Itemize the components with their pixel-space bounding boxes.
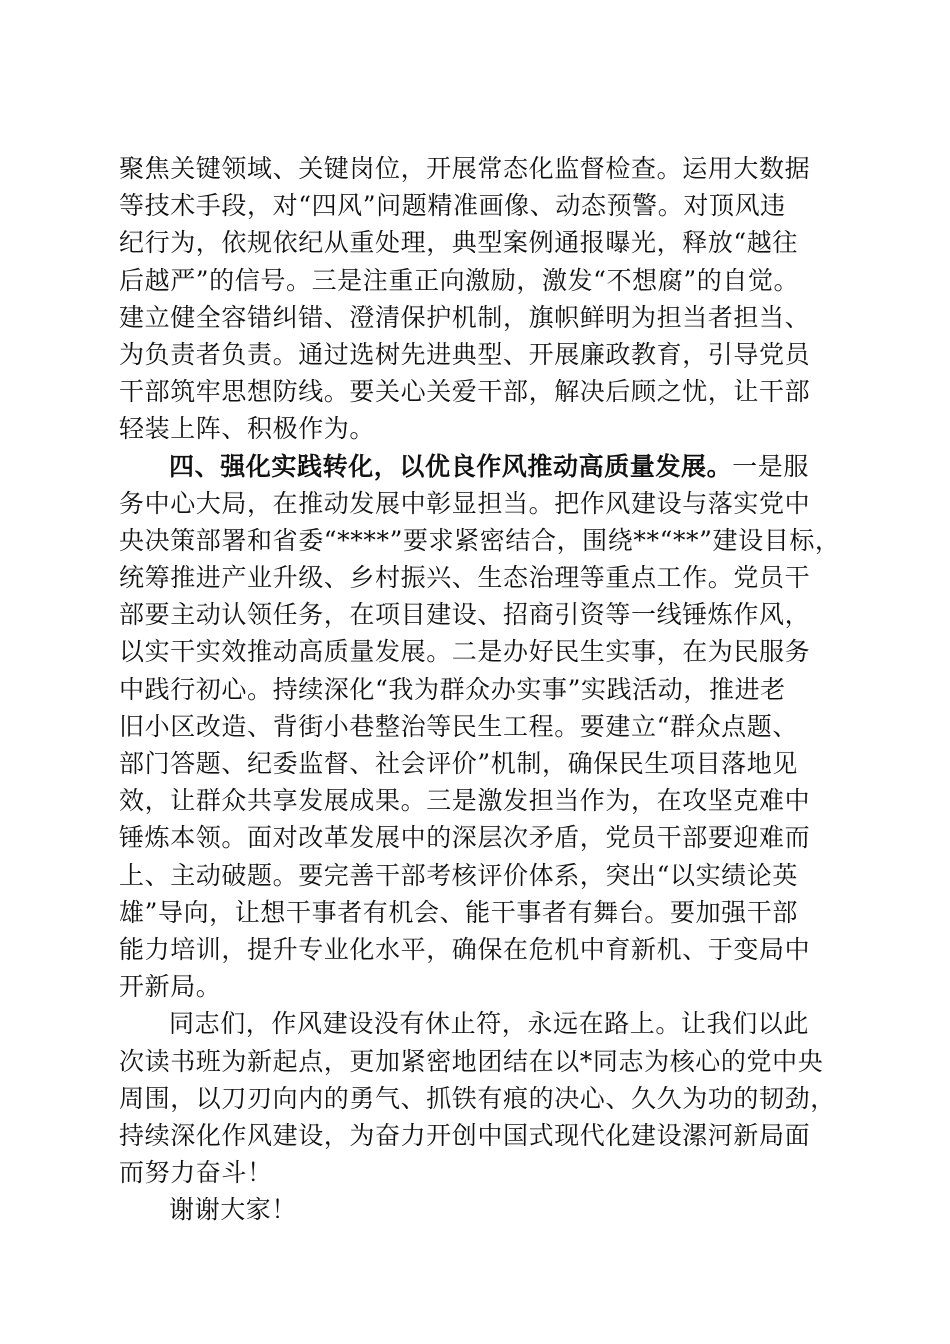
paragraph-conclusion: [119, 1005, 836, 1191]
text-line: 部要主动认领任务，在项目建设、招商引资等一线锤炼作风，: [119, 600, 811, 630]
paragraph-closing: [119, 1191, 831, 1228]
text-line: 央决策部署和省委“****”要求紧密结合，围绕**“**”建设目标，: [119, 525, 841, 555]
section-heading: 四、强化实践转化，以优良作风推动高质量发展。: [169, 451, 733, 481]
text-line: 同志们，作风建设没有休止符，永远在路上。让我们以此: [169, 1009, 810, 1039]
text-line-first: [119, 448, 831, 485]
text-line: 轻装上阵、积极作为。: [119, 414, 376, 444]
text-line: 后越严”的信号。三是注重正向激励，激发“不想腐”的自觉。: [119, 265, 800, 295]
text-line: 次读书班为新起点，更加紧密地团结在以*同志为核心的党中央: [119, 1046, 824, 1076]
paragraph-supervision: [119, 150, 831, 448]
text-line: 锤炼本领。面对改革发展中的深层次矛盾，党员干部要迎难而: [119, 823, 811, 853]
text-line: 聚焦关键领域、关键岗位，开展常态化监督检查。运用大数据: [119, 154, 811, 183]
text-line: 开新局。: [119, 972, 222, 1002]
text-line: 而努力奋斗！: [119, 1158, 273, 1188]
text-line: 能力培训，提升专业化水平，确保在危机中育新机、于变局中: [119, 934, 811, 964]
text-line: 等技术手段，对“四风”问题精准画像、动态预警。对顶风违: [119, 191, 786, 221]
text-line: 务中心大局，在推动发展中彰显担当。把作风建设与落实党中: [119, 488, 811, 518]
text-line: 雄”导向，让想干事者有机会、能干事者有舞台。要加强干部: [119, 897, 798, 927]
text-line: 旧小区改造、背街小巷整治等民生工程。要建立“群众点题、: [119, 711, 798, 741]
text-line: 上、主动破题。要完善干部考核评价体系，突出“以实绩论英: [119, 860, 798, 890]
text-line: 周围，以刀刃向内的勇气、抓铁有痕的决心、久久为功的韧劲，: [119, 1083, 836, 1113]
closing-remark: 谢谢大家！: [169, 1195, 298, 1225]
text-fragment: 一是服: [732, 451, 810, 481]
text-line: 以实干实效推动高质量发展。二是办好民生实事，在为民服务: [119, 637, 811, 667]
text-line: 为负责者负责。通过选树先进典型、开展廉政教育，引导党员: [119, 339, 811, 369]
text-line: 建立健全容错纠错、澄清保护机制，旗帜鲜明为担当者担当、: [119, 302, 811, 332]
document-body: [119, 150, 841, 1228]
text-line: 效，让群众共享发展成果。三是激发担当作为，在攻坚克难中: [119, 786, 811, 816]
text-line: 纪行为，依规依纪从重处理，典型案例通报曝光，释放“越往: [119, 228, 798, 258]
paragraph-practice: [119, 448, 841, 1006]
text-line: 部门答题、纪委监督、社会评价”机制，确保民生项目落地见: [119, 749, 798, 778]
text-line: 中践行初心。持续深化“我为群众办实事”实践活动，推进老: [119, 674, 786, 704]
text-line: 统筹推进产业升级、乡村振兴、生态治理等重点工作。党员干: [119, 563, 811, 593]
text-line: 干部筑牢思想防线。要关心关爱干部，解决后顾之忧，让干部: [119, 377, 811, 407]
text-line: 持续深化作风建设，为奋力开创中国式现代化建设漯河新局面: [119, 1120, 811, 1150]
